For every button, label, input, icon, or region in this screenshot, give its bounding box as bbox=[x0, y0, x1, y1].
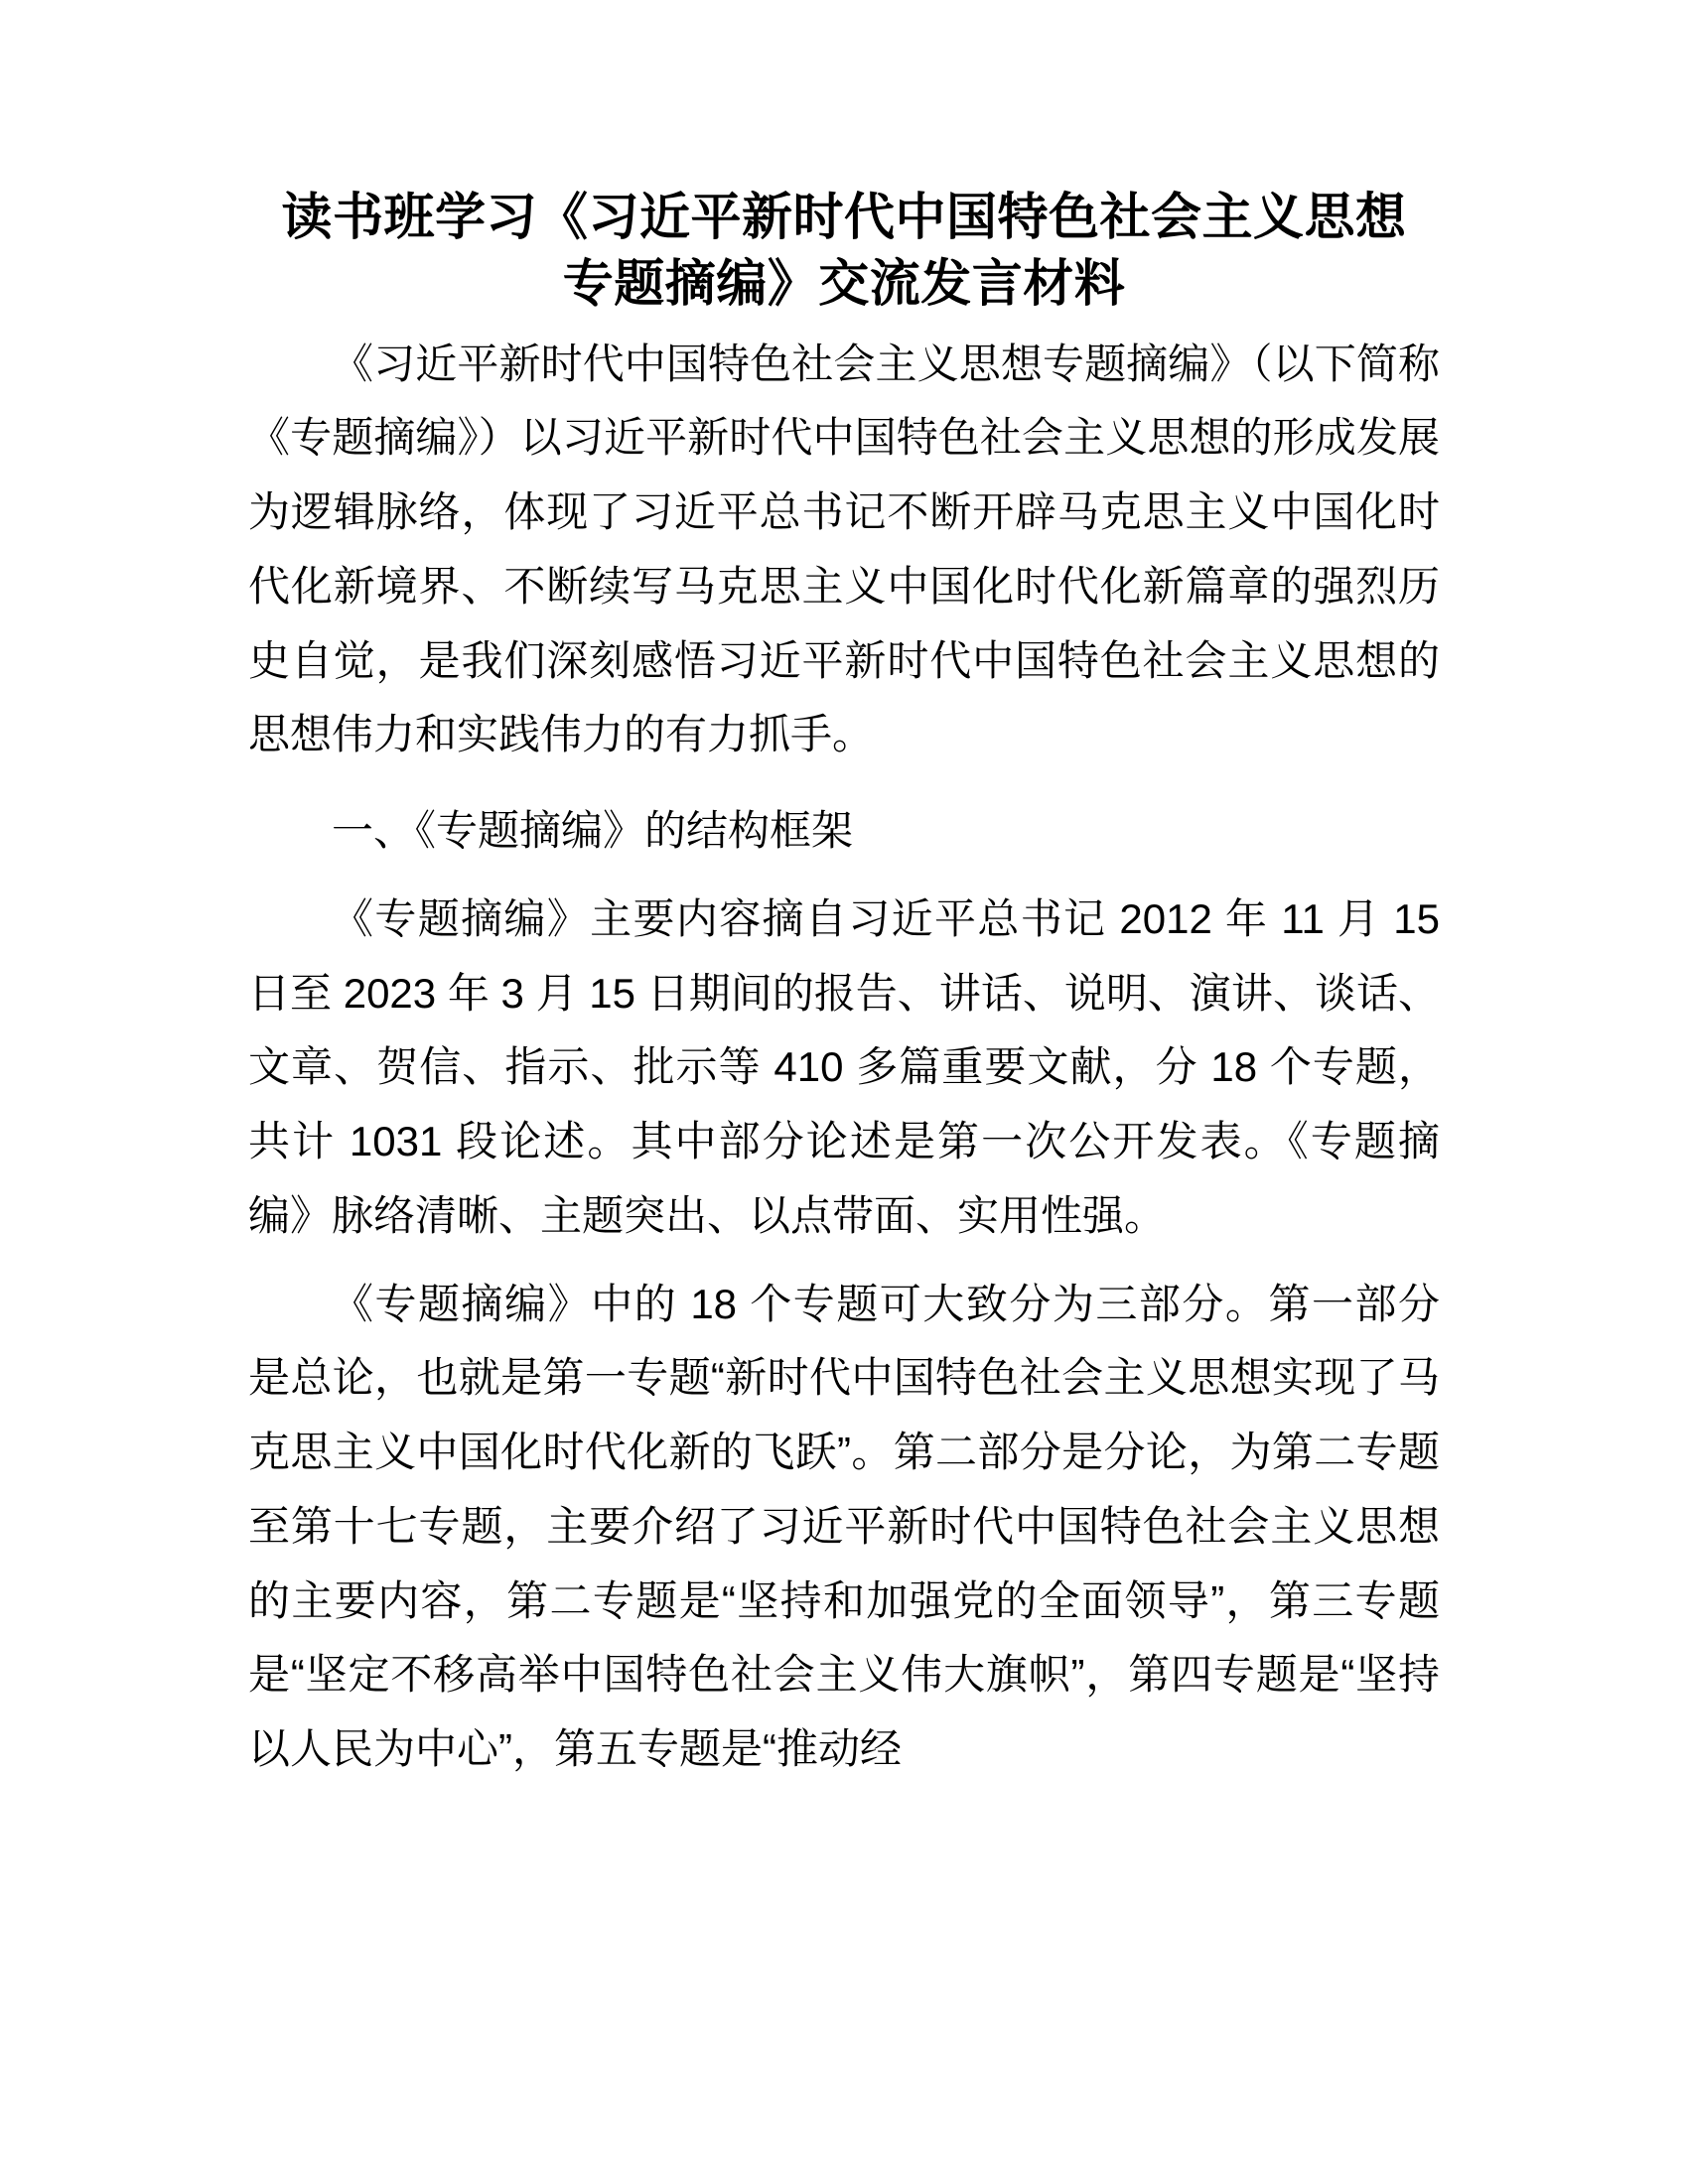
paragraph-three-parts: 《专题摘编》中的 18 个专题可大致分为三部分。第一部分是总论，也就是第一专题“新时代中国特色社会主义思想实现了马克思主义中国化时代化新的飞跃”。第二部分是分论，为第二专题至第十七专题，主要介绍了习近平新时代中国特色社会主义思想的主要内容，第二专题是“坚持和加强党的全面领导”，第三专题是“坚定不移高举中国特色社会主义伟大旗帜”，第四专题是“坚持以人民为中心”，第五专题是“推动经 bbox=[248, 1280, 1440, 1773]
page-title: 读书班学习《习近平新时代中国特色社会主义思想专题摘编》交流发言材料 bbox=[281, 189, 1407, 313]
paragraph-structure-overview: 《专题摘编》主要内容摘自习近平总书记 2012 年 11 月 15 日至 2023 年 3 月 15 日期间的报告、讲话、说明、演讲、谈话、文章、贺信、指示、批示等 410 多篇重要文献，分 18 个专题，共计 1031 段论述。其中部分论述是第一次公开发表。《专题摘编》脉络清晰、主题突出、以点带面、实用性强。 bbox=[248, 894, 1440, 1239]
document-body bbox=[248, 184, 1440, 1787]
paragraph-intro: 《习近平新时代中国特色社会主义思想专题摘编》（以下简称《专题摘编》）以习近平新时代中国特色社会主义思想的形成发展为逻辑脉络，体现了习近平总书记不断开辟马克思主义中国化时代化新境界、不断续写马克思主义中国化时代化新篇章的强烈历史自觉，是我们深刻感悟习近平新时代中国特色社会主义思想的思想伟力和实践伟力的有力抓手。 bbox=[248, 340, 1440, 758]
section-heading-one: 一、《专题摘编》的结构框架 bbox=[332, 807, 854, 855]
